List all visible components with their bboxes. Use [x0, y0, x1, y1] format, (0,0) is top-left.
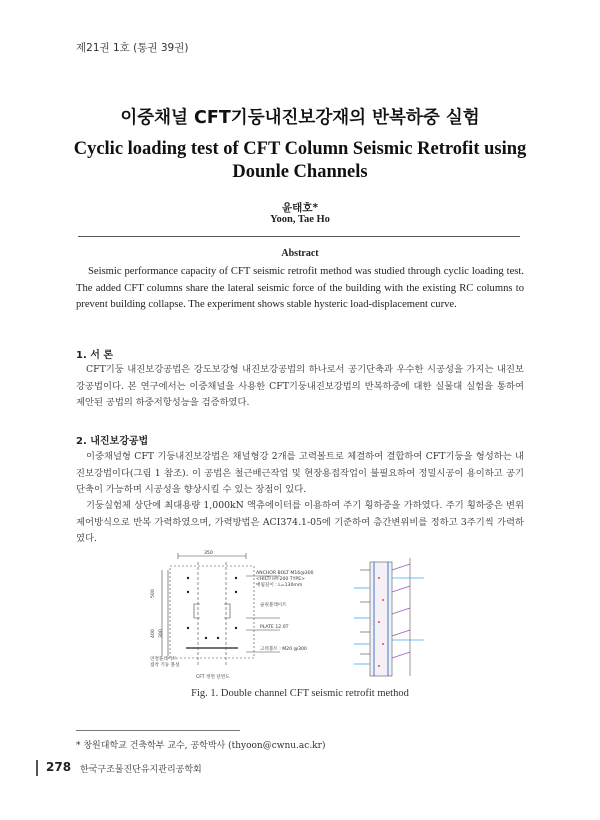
- figure-1-drawing: [148, 548, 448, 684]
- footnote-rule: [76, 730, 240, 731]
- section-heading-retrofit-method: 2. 내진보강공법: [76, 436, 149, 447]
- abstract-heading: Abstract: [281, 248, 319, 259]
- fig-note-left-1: 연결플레이트: [150, 657, 177, 662]
- fig-label-anchor-2: <HILTI HY-200 TYPE>: [256, 577, 305, 582]
- fig-dim-left-2: 400: [151, 629, 156, 638]
- fig-label-anchor-1: ANCHOR BOLT M16@300: [256, 571, 314, 576]
- fig-note-left-2: 접착 기둥 볼설: [150, 663, 180, 668]
- author-english: Yoon, Tae Ho: [270, 214, 330, 225]
- journal-name: 한국구조물진단유지관리공학회: [80, 765, 202, 775]
- fig-dim-left-3: 300: [159, 629, 164, 638]
- column-elevation-drawing: [354, 558, 424, 676]
- fig-label-anchor-3: 매립길이 : L=130mm: [256, 583, 303, 588]
- title-korean: 이중채널 CFT기둥내진보강재의 반복하중 실험: [120, 108, 480, 128]
- fig-label-plate: PLATE 12.0T: [260, 625, 289, 630]
- page-number: 278: [46, 760, 72, 774]
- abstract-text: Seismic performance capacity of CFT seismic retrofit method was studied through cyclic loading test. The added CFT columns share the lateral seismic force of the building with the existing RC columns to prevent building collapse. The experiment shows stable hysteric load-displacement curve.: [76, 266, 524, 310]
- figure-caption: Fig. 1. Double channel CFT seismic retrofit method: [191, 688, 409, 699]
- header-rule: [78, 236, 520, 237]
- section-introduction-paragraph: CFT기둥 내진보강공법은 강도보강형 내진보강공법의 하나로서 공기단축과 우수한 시공성을 가지는 내진보강공법이다. 본 연구에서는 이중채널을 사용한 CFT기둥내진보강법의 반복하중에 대한 실물대 실험을 통하여 제안된 공법의 하중저항성능을 검증하였다.: [76, 364, 524, 408]
- section-heading-introduction: 1. 서 론: [76, 350, 114, 361]
- fig-label-weld: 슬릿볼레이트: [260, 603, 287, 608]
- fig-dim-top: 350: [204, 551, 213, 556]
- fig-note-bottom: CFT 정면 단면도: [196, 675, 230, 680]
- author-korean: 윤태호*: [282, 202, 318, 214]
- footnote-affiliation: * 창원대학교 건축학부 교수, 공학박사 (thyoon@cwnu.ac.kr): [76, 741, 326, 751]
- journal-issue: 제21권 1호 (통권 39권): [76, 42, 189, 54]
- section-retrofit-paragraph-1: 이중채널형 CFT 기둥내진보강법은 채널형강 2개를 고력볼트로 체결하여 결합하여 CFT기둥을 형성하는 내진보강법이다(그림 1 참조). 이 공법은 철근배근작업 및 현장용접작업이 불필요하여 정밀시공이 용이하고 공기단축이 가능하며 시공성을 향상시킬 수 있는 장점이 있다.: [76, 451, 524, 495]
- fig-dim-left-1: 500: [151, 589, 156, 598]
- title-english: Cyclic loading test of CFT Column Seismic Retrofit using Dounle Channels: [73, 139, 527, 182]
- page-marker-bar: [36, 760, 38, 776]
- section-retrofit-paragraph-2: 기둥실험체 상단에 최대용량 1,000kN 액츄에이터를 이용하여 주기 횡하중을 가하였다. 주기 횡하중은 변위제어방식으로 반복 가력하였으며, 가력방법은 ACI374.1-05에 기준하여 층간변위비를 정하고 3주기씩 가력하였다.: [76, 500, 524, 544]
- fig-label-bolt: 고력볼트 : M20 @300: [260, 647, 307, 652]
